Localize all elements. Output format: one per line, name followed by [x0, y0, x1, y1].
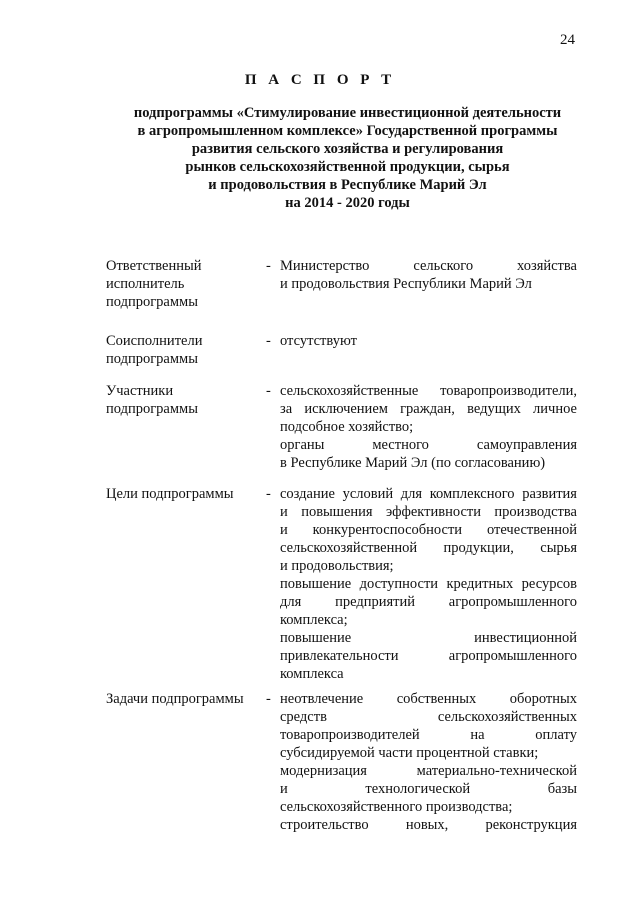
word: и	[280, 522, 288, 538]
word: отечественной	[486, 522, 577, 538]
word: неотвлечение	[280, 691, 364, 707]
row-content-line	[280, 575, 577, 593]
subtitle-line: рынков сельскохозяйственной продукции, сырья	[185, 159, 510, 175]
word: самоуправления	[476, 437, 577, 453]
word: повышения	[301, 504, 373, 520]
row-content-line	[280, 436, 577, 454]
word: собственных	[396, 691, 477, 707]
row-content-line	[280, 503, 577, 521]
word: товаропроизводители,	[440, 383, 577, 399]
word: ведущих	[467, 401, 521, 417]
row-content-line: подсобное хозяйство;	[280, 419, 414, 435]
row-content-line: в Республике Марий Эл (по согласованию)	[280, 455, 546, 471]
row-label-line: Участники	[106, 383, 174, 399]
word: органы	[280, 437, 325, 453]
row-label-line: исполнитель	[106, 276, 185, 292]
word: агропромышленного	[448, 648, 577, 664]
word: для	[280, 594, 302, 610]
word: граждан,	[400, 401, 455, 417]
word: комплексного	[429, 486, 515, 502]
row-content-line	[280, 762, 577, 780]
row-content-line	[280, 816, 577, 834]
word: условий	[342, 486, 394, 502]
word: развития	[522, 486, 577, 502]
page-number: 24	[560, 32, 575, 48]
word: сельскохозяйственные	[280, 383, 419, 399]
word: создание	[280, 486, 335, 502]
subtitle-line: на 2014 - 2020 годы	[285, 195, 410, 211]
row-content-line: комплекса	[280, 666, 344, 682]
word: повышение	[280, 630, 352, 646]
word: строительство	[280, 817, 369, 833]
row-label-line: Соисполнители	[106, 333, 203, 349]
row-content	[280, 332, 577, 350]
row-content-line	[280, 382, 577, 400]
row-label	[106, 382, 256, 418]
row-label	[106, 332, 256, 368]
row-content-line	[280, 780, 577, 798]
row-content-line	[280, 593, 577, 611]
subtitle-line: подпрограммы «Стимулирование инвестиционной деятельности	[133, 105, 562, 121]
word: модернизация	[280, 763, 367, 779]
word: за	[280, 401, 293, 417]
row-content-line	[280, 708, 577, 726]
document-subtitle	[80, 104, 615, 212]
row-dash: -	[266, 486, 271, 502]
word: и	[280, 781, 288, 797]
subtitle-line: в агропромышленном комплексе» Государственной программы	[137, 123, 558, 139]
row-label	[106, 257, 256, 311]
word: средств	[280, 709, 327, 725]
row-content-line	[280, 521, 577, 539]
word: оборотных	[509, 691, 577, 707]
row-content-line	[280, 257, 577, 275]
word: хозяйства	[517, 258, 577, 274]
row-content-line	[280, 647, 577, 665]
row-label-line: Цели подпрограммы	[106, 486, 234, 502]
row-label-line: подпрограммы	[106, 401, 198, 417]
row-dash: -	[266, 691, 271, 707]
word: сырья	[540, 540, 577, 556]
word: реконструкция	[485, 817, 577, 833]
word: личное	[533, 401, 577, 417]
word: товаропроизводителей	[280, 727, 420, 743]
row-content-line	[280, 400, 577, 418]
word: и	[280, 504, 288, 520]
word: сельскохозяйственной	[280, 540, 418, 556]
word: продукции,	[443, 540, 514, 556]
word: инвестиционной	[474, 630, 577, 646]
row-content-line: комплекса;	[280, 612, 348, 628]
word: сельскохозяйственных	[437, 709, 577, 725]
word: материально-технической	[416, 763, 577, 779]
row-content-line: и продовольствия;	[280, 558, 394, 574]
row-label-line: Ответственный	[106, 258, 202, 274]
word: базы	[547, 781, 577, 797]
row-content-line	[280, 485, 577, 503]
row-dash: -	[266, 383, 271, 399]
row-content-line: отсутствуют	[280, 333, 357, 349]
word: доступности	[359, 576, 439, 592]
row-content-line: сельскохозяйственного производства;	[280, 799, 513, 815]
word: Министерство	[280, 258, 370, 274]
subtitle-line: и продовольствия в Республике Марий Эл	[208, 177, 487, 193]
word: для	[400, 486, 423, 502]
row-content-line	[280, 726, 577, 744]
word: на	[470, 727, 485, 743]
row-content-line: субсидируемой части процентной ставки;	[280, 745, 539, 761]
row-content	[280, 485, 577, 683]
word: повышение	[280, 576, 352, 592]
row-content	[280, 257, 577, 293]
document-title: П А С П О Р Т	[244, 72, 396, 88]
subtitle-line: развития сельского хозяйства и регулирования	[191, 141, 504, 157]
row-content-line	[280, 690, 577, 708]
row-content-line	[280, 629, 577, 647]
word: привлекательности	[280, 648, 399, 664]
row-label-line: подпрограммы	[106, 294, 198, 310]
word: исключением	[304, 401, 388, 417]
word: новых,	[405, 817, 449, 833]
word: оплату	[535, 727, 577, 743]
row-dash: -	[266, 258, 271, 274]
row-content-line: и продовольствия Республики Марий Эл	[280, 276, 532, 292]
word: предприятий	[335, 594, 415, 610]
word: конкурентоспособности	[312, 522, 463, 538]
word: кредитных	[446, 576, 514, 592]
row-label	[106, 485, 256, 503]
word: производства	[494, 504, 577, 520]
row-label	[106, 690, 256, 708]
row-content	[280, 382, 577, 472]
word: эффективности	[386, 504, 481, 520]
word: местного	[372, 437, 429, 453]
row-content-line	[280, 539, 577, 557]
word: сельского	[413, 258, 474, 274]
row-dash: -	[266, 333, 271, 349]
row-label-line: подпрограммы	[106, 351, 198, 367]
word: технологической	[365, 781, 471, 797]
word: агропромышленного	[448, 594, 577, 610]
row-content	[280, 690, 577, 834]
row-label-line: Задачи подпрограммы	[106, 691, 244, 707]
word: ресурсов	[521, 576, 577, 592]
